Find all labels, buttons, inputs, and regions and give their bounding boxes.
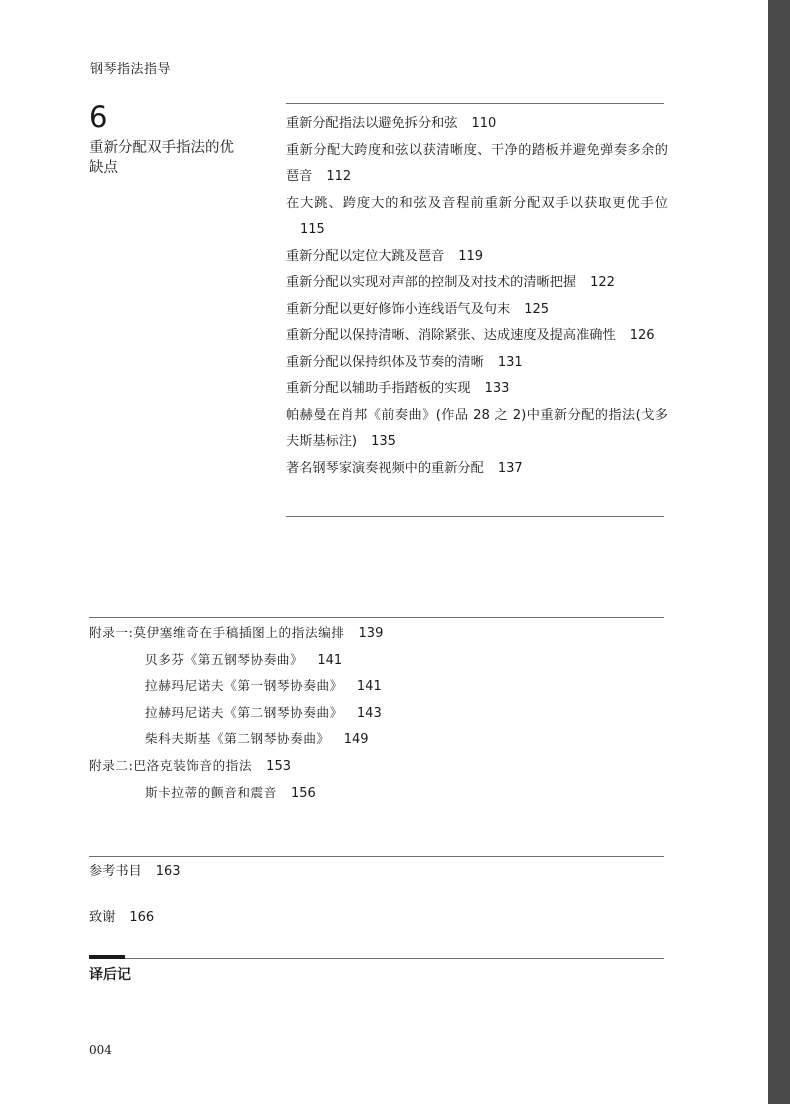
page-edge-bar	[768, 0, 790, 1104]
toc-entry-title: 在大跳、跨度大的和弦及音程前重新分配双手以获取更优手位	[286, 195, 668, 211]
appendix-entry-title: 贝多芬《第五钢琴协奏曲》	[145, 652, 304, 667]
appendix-entry[interactable]	[89, 620, 669, 648]
toc-entry-page: 112	[326, 169, 352, 184]
back-matter-page: 166	[129, 910, 155, 925]
appendix-entry-page: 143	[356, 706, 382, 721]
page-number: 004	[89, 1043, 112, 1057]
toc-entry-title: 重新分配指法以避免拆分和弦	[286, 116, 458, 131]
appendix-entry-page: 139	[358, 626, 384, 641]
postscript-heading[interactable]: 译后记	[89, 967, 131, 983]
chapter-toc-list	[286, 111, 668, 482]
chapter-title: 重新分配双手指法的优缺点	[89, 140, 234, 176]
appendix-entry-page: 149	[343, 732, 369, 747]
toc-entry[interactable]	[286, 191, 668, 244]
toc-entry[interactable]	[286, 111, 668, 138]
appendix-entry[interactable]	[145, 673, 725, 701]
toc-entry[interactable]	[286, 403, 668, 456]
toc-entry-page: 137	[497, 460, 523, 476]
toc-entry[interactable]	[286, 244, 668, 271]
appendix-entry[interactable]	[145, 726, 725, 754]
chapter-top-rule	[286, 103, 664, 104]
appendix-entry-title: 柴科夫斯基《第二钢琴协奏曲》	[145, 731, 330, 746]
back-matter-entry[interactable]	[89, 908, 154, 928]
toc-entry-page: 133	[484, 381, 510, 396]
toc-entry-page: 135	[371, 434, 396, 449]
appendix-entry-page: 153	[266, 759, 291, 774]
appendix-top-rule	[89, 617, 664, 618]
postscript-accent-bar	[89, 955, 125, 959]
toc-entry-page: 131	[497, 354, 523, 370]
chapter-bottom-rule	[286, 516, 664, 517]
toc-entry[interactable]	[286, 350, 668, 377]
appendix-entry[interactable]	[145, 647, 725, 675]
appendix-entry-page: 141	[356, 679, 382, 694]
appendix-entry[interactable]	[89, 753, 669, 781]
back-matter-page: 163	[155, 864, 181, 879]
appendix-entry-title: 斯卡拉蒂的颤音和震音	[145, 785, 277, 800]
toc-entry[interactable]	[286, 297, 668, 324]
running-header: 钢琴指法指导	[90, 62, 172, 77]
toc-entry-title: 重新分配以保持清晰、消除紧张、达成速度及提高准确性	[286, 328, 616, 343]
toc-entry-page: 126	[629, 328, 655, 343]
back-matter-top-rule	[89, 856, 664, 857]
toc-entry[interactable]	[286, 376, 668, 403]
toc-entry-title: 重新分配以辅助手指踏板的实现	[286, 381, 471, 396]
toc-entry-title: 重新分配以保持织体及节奏的清晰	[286, 354, 484, 370]
toc-entry-title: 重新分配以更好修饰小连线语气及句末	[286, 301, 511, 317]
chapter-number: 6	[89, 100, 108, 134]
appendix-entry-title: 拉赫玛尼诺夫《第二钢琴协奏曲》	[145, 705, 343, 720]
toc-entry-page: 110	[471, 116, 497, 131]
toc-entry[interactable]	[286, 456, 668, 483]
toc-entry-page: 122	[590, 275, 615, 290]
appendix-entry-title: 附录一:莫伊塞维奇在手稿插图上的指法编排	[89, 625, 345, 640]
appendix-entry-page: 141	[317, 653, 343, 668]
appendix-entry-title: 附录二:巴洛克装饰音的指法	[89, 758, 253, 773]
back-matter-title: 参考书目	[89, 864, 142, 879]
toc-entry-title: 重新分配大跨度和弦以获清晰度、干净的踏板并避免弹奏多余的琶音	[286, 142, 668, 184]
appendix-entry[interactable]	[145, 780, 725, 808]
toc-entry-page: 115	[300, 222, 325, 237]
appendix-entry-title: 拉赫玛尼诺夫《第一钢琴协奏曲》	[145, 678, 343, 693]
toc-entry[interactable]	[286, 138, 668, 191]
toc-entry-title: 著名钢琴家演奏视频中的重新分配	[286, 460, 484, 476]
toc-entry[interactable]	[286, 270, 668, 297]
toc-entry-page: 119	[458, 248, 484, 264]
toc-entry[interactable]	[286, 323, 668, 350]
toc-entry-title: 帕赫曼在肖邦《前奏曲》(作品 28 之 2)中重新分配的指法(戈多夫斯基标注)	[286, 407, 668, 449]
appendix-entry-page: 156	[290, 786, 316, 801]
postscript-rule	[125, 958, 664, 959]
toc-entry-title: 重新分配以定位大跳及琶音	[286, 248, 445, 264]
back-matter-title: 致谢	[89, 910, 116, 925]
appendix-entry[interactable]	[145, 700, 725, 728]
toc-entry-title: 重新分配以实现对声部的控制及对技术的清晰把握	[286, 275, 577, 290]
back-matter-entry[interactable]	[89, 862, 181, 882]
toc-entry-page: 125	[524, 301, 550, 317]
